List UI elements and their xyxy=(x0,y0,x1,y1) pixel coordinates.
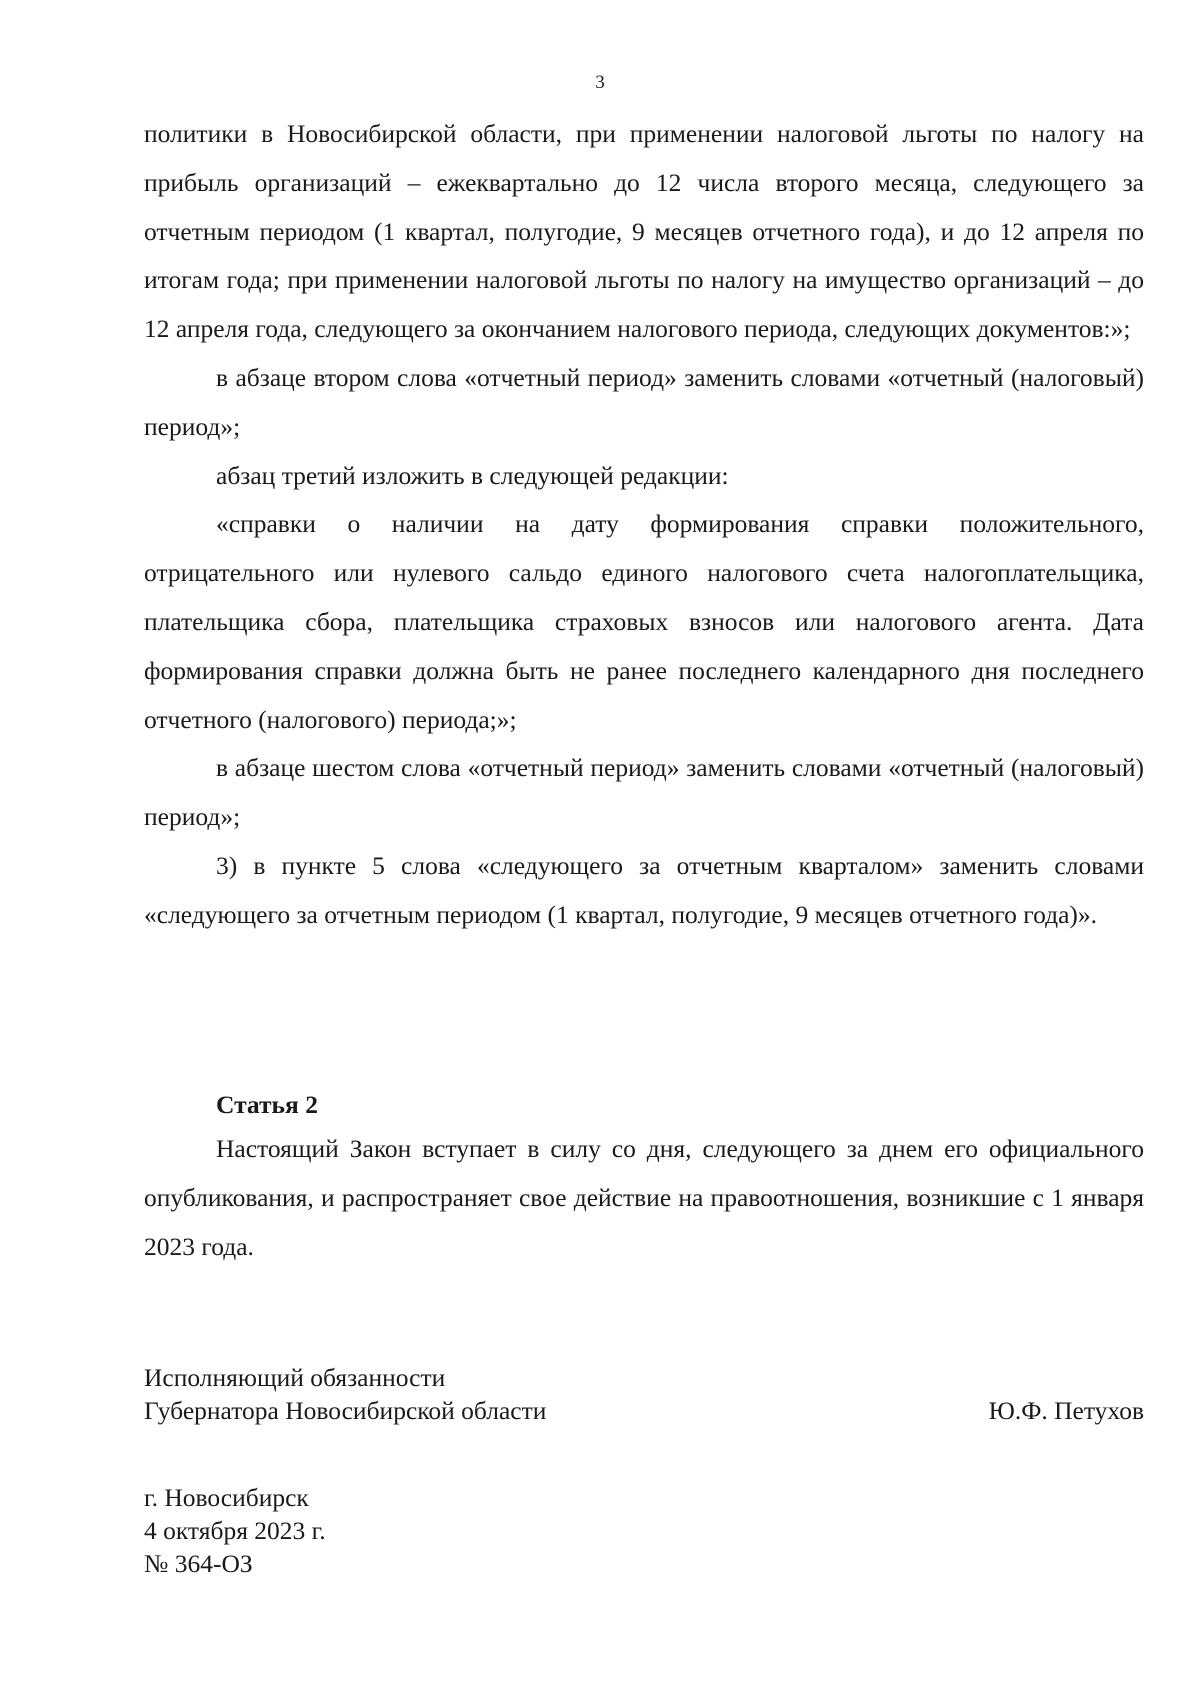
paragraph-amend-second: в абзаце втором слова «отчетный период» заменить словами «отчетный (налоговый) период»; xyxy=(144,362,1144,441)
paragraph-amend-sixth: в абзаце шестом слова «отчетный период» заменить словами «отчетный (налоговый) период»; xyxy=(144,753,1144,832)
paragraph-point-3: 3) в пункте 5 слова «следующего за отчетным кварталом» заменить словами «следующего за отчетным периодом (1 квартал, полугодие, 9 месяцев отчетного года)». xyxy=(144,850,1144,929)
law-amendments-text xyxy=(144,110,1144,940)
date: 4 октября 2023 г. xyxy=(144,1516,326,1545)
paragraph-amend-third: абзац третий изложить в следующей редакции: xyxy=(216,460,729,490)
article-text: Настоящий Закон вступает в силу со дня, следующего за днем его официального опубликования, и распространяет свое действие на правоотношения, возникшие с 1 января 2023 года. xyxy=(144,1134,1144,1261)
article-2 xyxy=(144,1085,1144,1271)
paragraph-new-wording: «справки о наличии на дату формирования справки положительного, отрицательного или нулевого сальдо единого налогового счета налогоплательщика, плательщика сбора, плательщика страховых взносов или налогового агента. Дата формирования справки должна быть не ранее последнего календарного дня последнего отчетного (налогового) периода;»; xyxy=(144,509,1144,734)
article-title: Статья 2 xyxy=(216,1090,318,1119)
signatory-position-line2: Губернатора Новосибирской области xyxy=(144,1396,547,1425)
paragraph-continuation: политики в Новосибирской области, при применении налоговой льготы по налогу на прибыль организаций – ежеквартально до 12 числа второго месяца, следующего за отчетным периодом (1 квартал, полугодие, 9 месяцев отчетного года), и до 12 апреля по итогам года; при применении налоговой льготы по налогу на имущество организаций – до 12 апреля года, следующего за окончанием налогового периода, следующих документов:»; xyxy=(144,119,1144,344)
city: г. Новосибирск xyxy=(144,1483,309,1512)
place-date-number xyxy=(144,1481,326,1580)
page-number: 3 xyxy=(595,72,605,93)
signature-block xyxy=(144,1361,1144,1427)
signatory-name: Ю.Ф. Петухов xyxy=(988,1396,1144,1425)
law-number: № 364-ОЗ xyxy=(144,1549,253,1578)
signatory-position-line1: Исполняющий обязанности xyxy=(144,1363,446,1392)
